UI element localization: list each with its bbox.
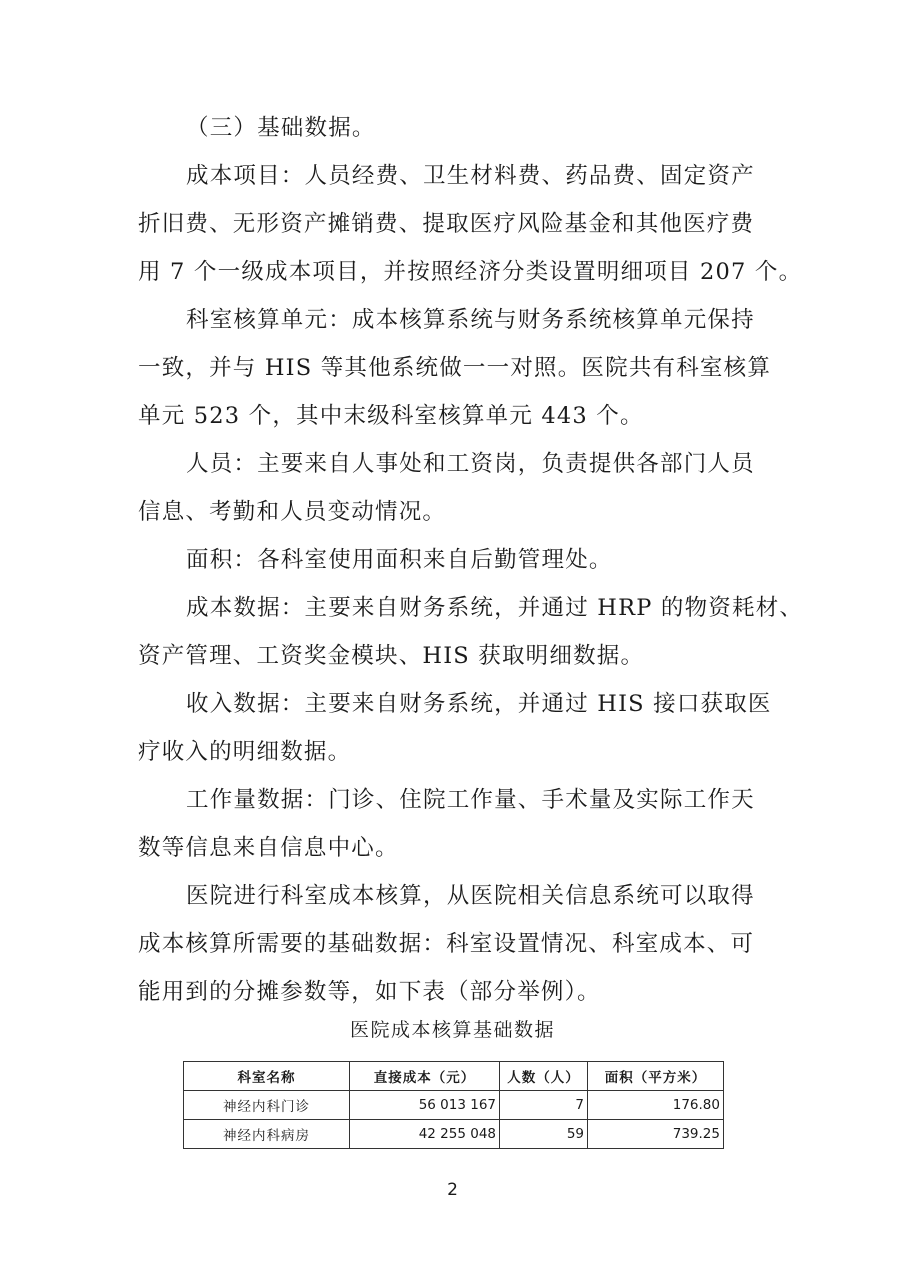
- paragraph-revenue-data: [138, 680, 778, 776]
- paragraph-line: 成本数据：主要来自财务系统，并通过 HRP 的物资耗材、: [186, 595, 804, 621]
- paragraph-line: 疗收入的明细数据。: [138, 739, 352, 765]
- table-row: [184, 1091, 724, 1120]
- cell-area: 739.25: [588, 1120, 724, 1149]
- cell-department: 神经内科门诊: [184, 1091, 350, 1120]
- paragraph-workload-data: [138, 776, 778, 872]
- column-header-department: 科室名称: [184, 1062, 350, 1091]
- paragraph-line: 用 7 个一级成本项目，并按照经济分类设置明细项目 207 个。: [138, 259, 803, 285]
- cell-headcount: 59: [500, 1120, 588, 1149]
- paragraph-line: 工作量数据：门诊、住院工作量、手术量及实际工作天: [186, 787, 755, 813]
- paragraph-line: 面积：各科室使用面积来自后勤管理处。: [186, 547, 613, 573]
- paragraph-line: 成本项目：人员经费、卫生材料费、药品费、固定资产: [186, 163, 755, 189]
- paragraph-line: 人员：主要来自人事处和工资岗，负责提供各部门人员: [186, 451, 755, 477]
- paragraph-line: 信息、考勤和人员变动情况。: [138, 499, 447, 525]
- table-header-row: [184, 1062, 724, 1091]
- cell-direct-cost: 56 013 167: [350, 1091, 500, 1120]
- paragraph-line: 折旧费、无形资产摊销费、提取医疗风险基金和其他医疗费: [138, 211, 755, 237]
- paragraph-line: 成本核算所需要的基础数据：科室设置情况、科室成本、可: [138, 931, 755, 957]
- paragraph-line: 医院进行科室成本核算，从医院相关信息系统可以取得: [186, 883, 755, 909]
- table-caption: 医院成本核算基础数据: [349, 1019, 555, 1041]
- column-header-area: 面积（平方米）: [588, 1062, 724, 1091]
- paragraph-line: 资产管理、工资奖金模块、HIS 获取明细数据。: [138, 643, 645, 669]
- paragraph-summary: [138, 872, 778, 1016]
- table-row: [184, 1120, 724, 1149]
- paragraph-line: 收入数据：主要来自财务系统，并通过 HIS 接口获取医: [186, 691, 772, 717]
- paragraph-line: 一致，并与 HIS 等其他系统做一一对照。医院共有科室核算: [138, 355, 772, 381]
- column-header-direct-cost: 直接成本（元）: [350, 1062, 500, 1091]
- cell-direct-cost: 42 255 048: [350, 1120, 500, 1149]
- cell-department: 神经内科病房: [184, 1120, 350, 1149]
- paragraph-line: 单元 523 个，其中末级科室核算单元 443 个。: [138, 403, 644, 429]
- cost-data-table: [183, 1061, 724, 1149]
- paragraph-line: 科室核算单元：成本核算系统与财务系统核算单元保持: [186, 307, 755, 333]
- paragraph-accounting-units: [138, 296, 778, 440]
- paragraph-line: 能用到的分摊参数等，如下表（部分举例）。: [138, 979, 601, 1005]
- paragraph-personnel: [138, 440, 778, 536]
- paragraph-cost-items: [138, 152, 803, 296]
- page-number: 2: [447, 1180, 458, 1200]
- column-header-headcount: 人数（人）: [500, 1062, 588, 1091]
- paragraph-area: [138, 536, 778, 584]
- section-heading: （三）基础数据。: [186, 115, 376, 141]
- cell-area: 176.80: [588, 1091, 724, 1120]
- cell-headcount: 7: [500, 1091, 588, 1120]
- paragraph-line: 数等信息来自信息中心。: [138, 835, 399, 861]
- document-body: [138, 104, 804, 1016]
- paragraph-cost-data: [138, 584, 804, 680]
